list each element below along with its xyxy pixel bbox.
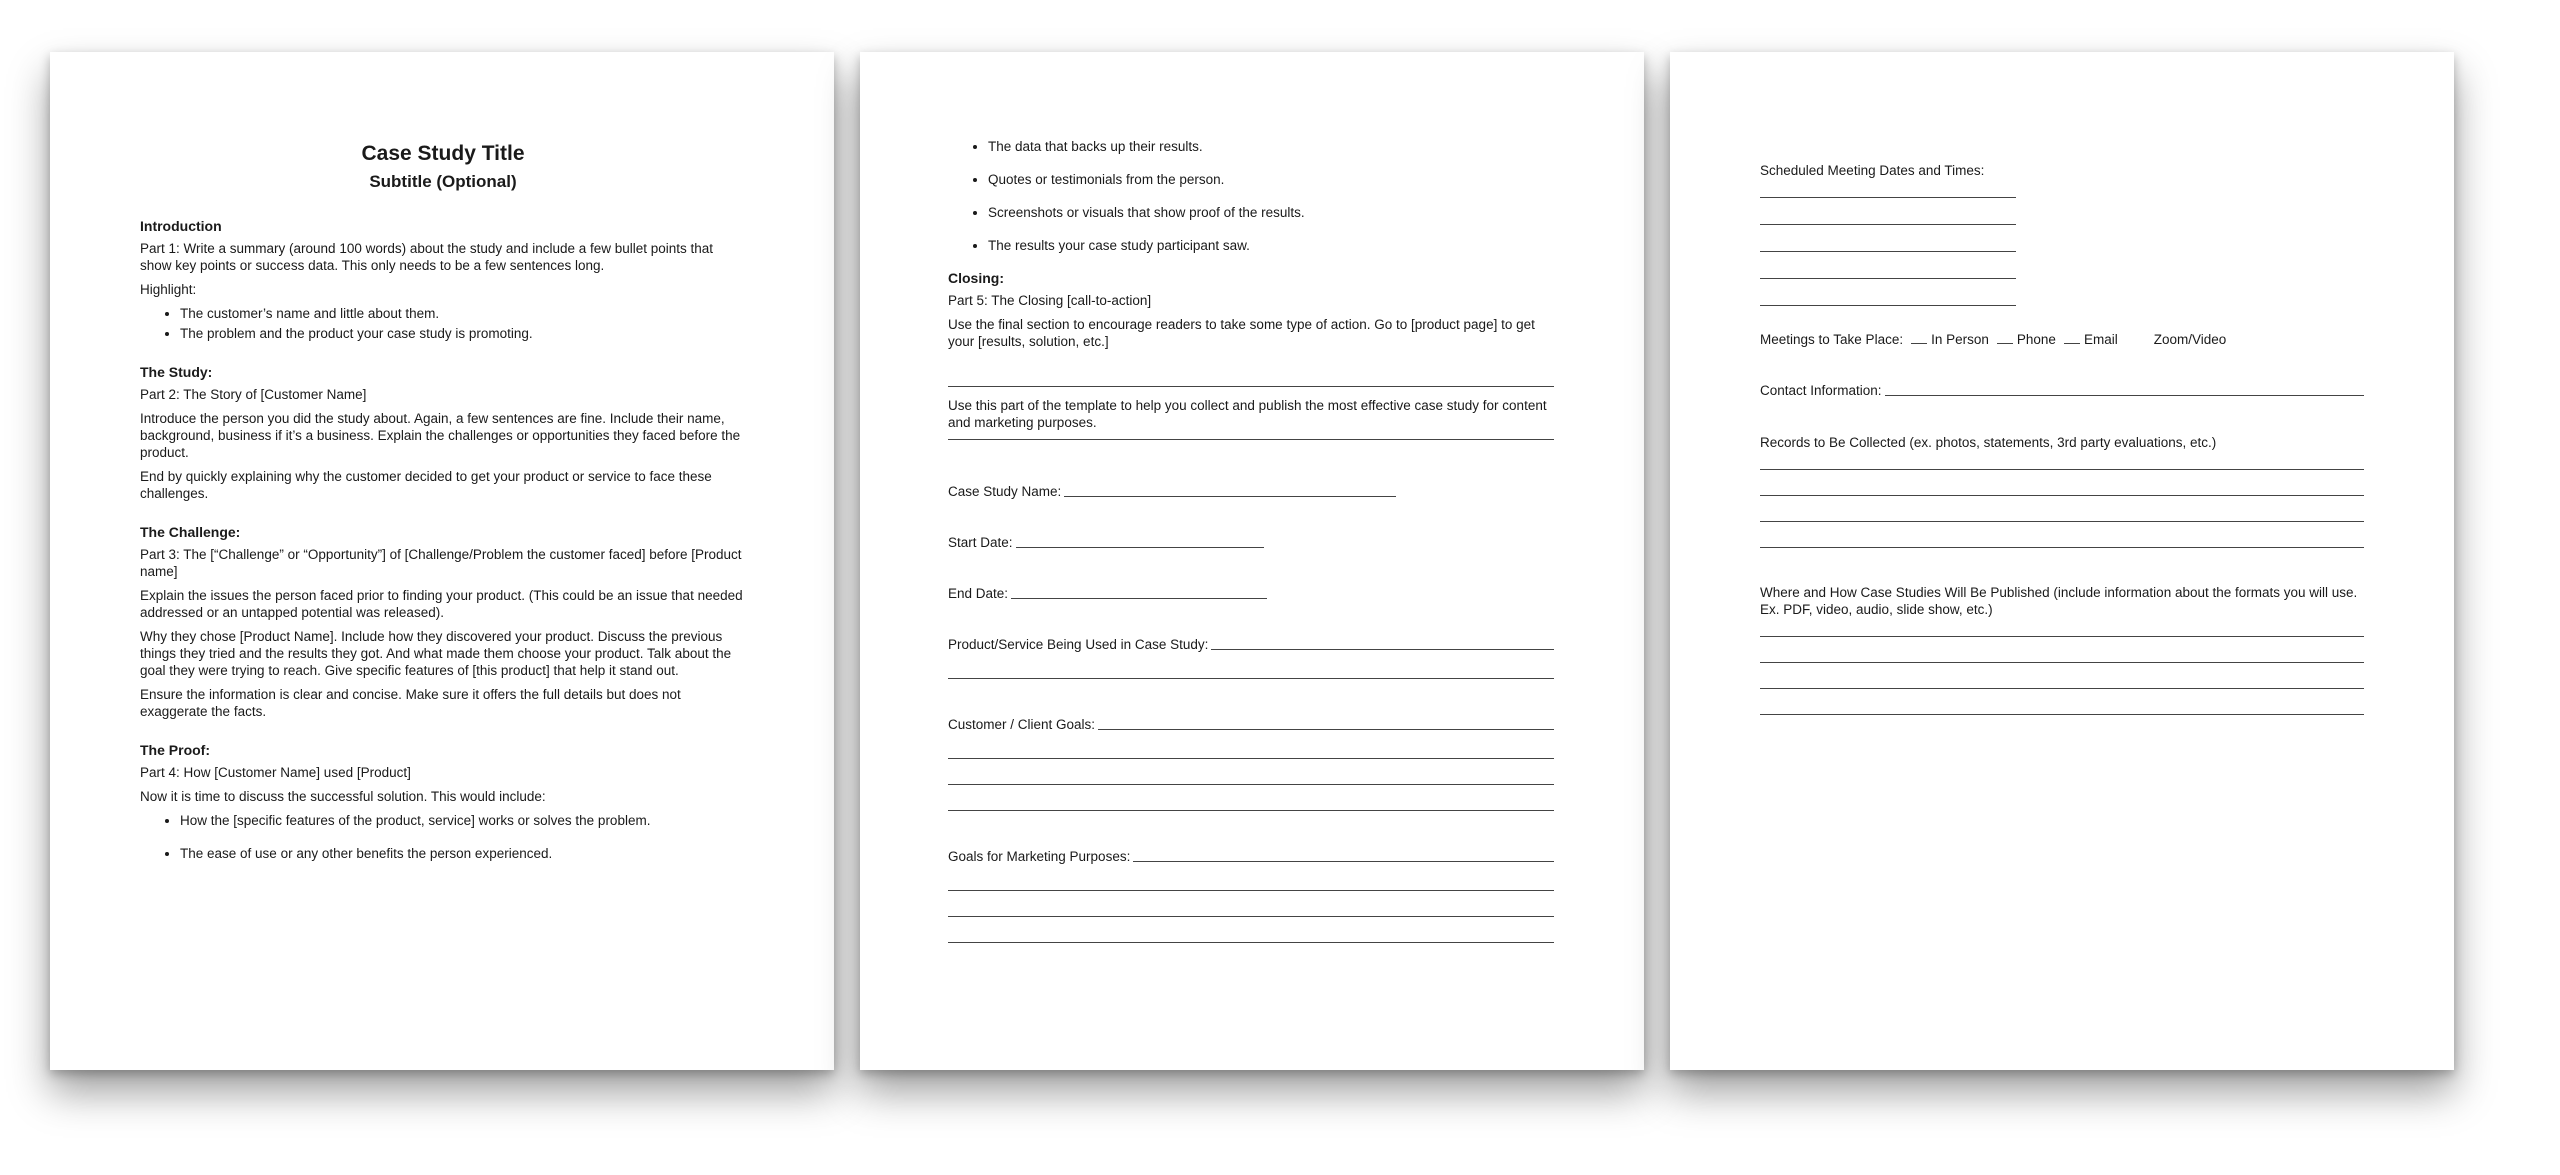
case-study-name-line[interactable] — [1064, 496, 1396, 497]
closing-paragraph: Use the final section to encourage readers to take some type of action. Go to [product page] to get your [results, solution, etc.] — [948, 317, 1535, 349]
divider-line — [948, 439, 1554, 440]
document-page-1 — [50, 52, 834, 1070]
proof-bullet-list — [140, 812, 746, 862]
records-line[interactable] — [1760, 469, 2364, 470]
template-note: Use this part of the template to help you collect and publish the most effective case study for content and marketing purposes. — [948, 398, 1547, 430]
publish-line[interactable] — [1760, 714, 2364, 715]
case-study-subtitle: Subtitle (Optional) — [369, 172, 517, 191]
list-item: • The data that backs up their results. — [988, 138, 1554, 155]
publish-line[interactable] — [1760, 636, 2364, 637]
records-label: Records to Be Collected (ex. photos, statements, 3rd party evaluations, etc.) — [1760, 435, 2217, 450]
list-item: • Quotes or testimonials from the person. — [988, 171, 1554, 188]
introduction-heading: Introduction — [140, 218, 222, 234]
product-service-field[interactable] — [948, 637, 1554, 652]
records-line[interactable] — [1760, 547, 2364, 548]
publish-line[interactable] — [1760, 688, 2364, 689]
proof-heading: The Proof: — [140, 742, 210, 758]
option-zoom-video[interactable]: Zoom/Video — [2153, 332, 2227, 347]
client-goals-extra-line[interactable] — [948, 810, 1554, 811]
start-date-field[interactable] — [948, 535, 1554, 550]
marketing-goals-extra-line[interactable] — [948, 890, 1554, 891]
case-study-name-label: Case Study Name: — [948, 484, 1062, 499]
intro-highlight: Highlight: — [140, 282, 197, 297]
intro-bullet-list — [140, 305, 746, 342]
challenge-paragraph: Explain the issues the person faced prior to finding your product. (This could be an issue that needed addressed or an untapped potential was released). — [140, 588, 743, 620]
records-line[interactable] — [1760, 495, 2364, 496]
contact-info-label: Contact Information: — [1760, 383, 1882, 398]
marketing-goals-label: Goals for Marketing Purposes: — [948, 849, 1131, 864]
list-item: • The ease of use or any other benefits the person experienced. — [180, 845, 746, 862]
start-date-label: Start Date: — [948, 535, 1013, 550]
closing-paragraph: Part 5: The Closing [call-to-action] — [948, 293, 1152, 308]
records-line[interactable] — [1760, 521, 2364, 522]
marketing-goals-extra-line[interactable] — [948, 916, 1554, 917]
challenge-paragraph: Why they chose [Product Name]. Include how they discovered your product. Discuss the previous things they tried and the results they got. And what made them choose your product. Talk about the goal they were trying to reach. Give specific features of [this product] that help it stand out. — [140, 629, 732, 678]
case-study-name-field[interactable] — [948, 484, 1554, 499]
proof-paragraph: Now it is time to discuss the successful solution. This would include: — [140, 789, 546, 804]
publish-label: Where and How Case Studies Will Be Published (include information about the formats you will use. Ex. PDF, video, audio, slide show, etc.) — [1760, 585, 2358, 617]
meeting-options — [1911, 332, 2226, 347]
client-goals-label: Customer / Client Goals: — [948, 717, 1096, 732]
intro-paragraph: Part 1: Write a summary (around 100 words) about the study and include a few bullet points that show key points or success data. This only needs to be a few sentences long. — [140, 241, 714, 273]
meetings-place-field — [1760, 332, 2364, 347]
end-date-field[interactable] — [948, 586, 1554, 601]
challenge-paragraph: Ensure the information is clear and concise. Make sure it offers the full details but does not exaggerate the facts. — [140, 687, 681, 719]
marketing-goals-line[interactable] — [1133, 861, 1554, 862]
marketing-goals-field[interactable] — [948, 849, 1554, 864]
document-page-2 — [860, 52, 1644, 1070]
client-goals-extra-line[interactable] — [948, 758, 1554, 759]
publish-line[interactable] — [1760, 662, 2364, 663]
option-email[interactable]: Email — [2064, 332, 2118, 347]
study-heading: The Study: — [140, 364, 213, 380]
list-item: • The problem and the product your case study is promoting. — [180, 325, 746, 342]
meeting-date-line[interactable] — [1760, 224, 2016, 225]
challenge-heading: The Challenge: — [140, 524, 241, 540]
meeting-date-line[interactable] — [1760, 197, 2016, 198]
meeting-date-line[interactable] — [1760, 305, 2016, 306]
product-service-extra-line[interactable] — [948, 678, 1554, 679]
divider-line — [948, 386, 1554, 387]
challenge-paragraph: Part 3: The [“Challenge” or “Opportunity”] of [Challenge/Problem the customer faced] before [Product name] — [140, 547, 742, 579]
study-paragraph: Introduce the person you did the study about. Again, a few sentences are fine. Include their name, background, business if it’s a business. Explain the challenges or opportunities they faced before the product. — [140, 411, 741, 460]
product-service-label: Product/Service Being Used in Case Study: — [948, 637, 1209, 652]
marketing-goals-extra-line[interactable] — [948, 942, 1554, 943]
start-date-line[interactable] — [1016, 547, 1264, 548]
meeting-date-line[interactable] — [1760, 278, 2016, 279]
meeting-date-line[interactable] — [1760, 251, 2016, 252]
client-goals-extra-line[interactable] — [948, 784, 1554, 785]
list-item: • The results your case study participant saw. — [988, 237, 1554, 254]
product-service-line[interactable] — [1211, 649, 1554, 650]
client-goals-line[interactable] — [1098, 729, 1554, 730]
contact-info-line[interactable] — [1885, 395, 2364, 396]
meeting-dates-label: Scheduled Meeting Dates and Times: — [1760, 163, 1985, 178]
contact-info-field[interactable] — [1760, 383, 2364, 398]
option-phone[interactable]: Phone — [1997, 332, 2056, 347]
closing-heading: Closing: — [948, 270, 1004, 286]
study-paragraph: Part 2: The Story of [Customer Name] — [140, 387, 367, 402]
end-date-label: End Date: — [948, 586, 1009, 601]
proof-bullet-list-continued — [948, 138, 1554, 254]
document-page-3 — [1670, 52, 2454, 1070]
case-study-title: Case Study Title — [361, 142, 525, 165]
list-item: • How the [specific features of the product, service] works or solves the problem. — [180, 812, 746, 829]
list-item: • Screenshots or visuals that show proof of the results. — [988, 204, 1554, 221]
proof-paragraph: Part 4: How [Customer Name] used [Product] — [140, 765, 411, 780]
list-item: • The customer’s name and little about them. — [180, 305, 746, 322]
option-in-person[interactable]: In Person — [1911, 332, 1989, 347]
client-goals-field[interactable] — [948, 717, 1554, 732]
end-date-line[interactable] — [1011, 598, 1267, 599]
study-paragraph: End by quickly explaining why the customer decided to get your product or service to face these challenges. — [140, 469, 712, 501]
meetings-place-label: Meetings to Take Place: — [1760, 332, 1904, 347]
